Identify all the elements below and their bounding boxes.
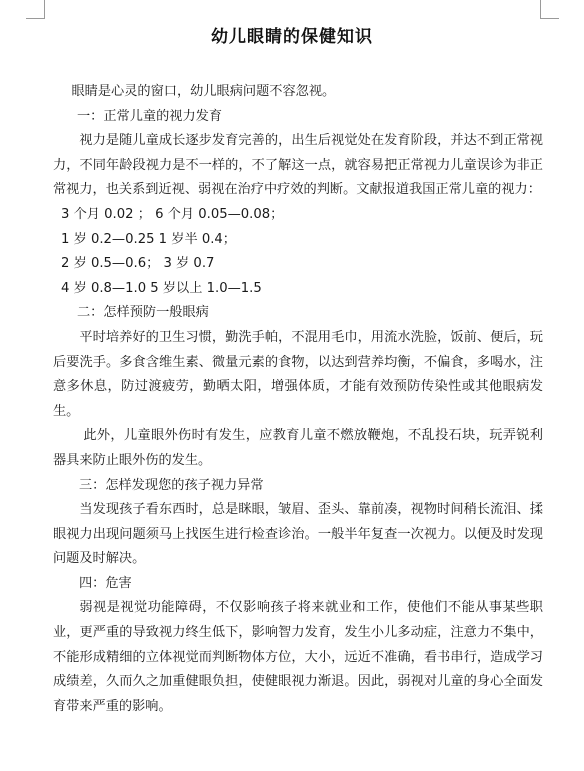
document-title: 幼儿眼睛的保健知识 <box>211 27 373 47</box>
section-2-paragraph-2: 此外，儿童眼外伤时有发生，应教育儿童不燃放鞭炮，不乱投石块，玩弄锐利器具来防止眼外伤的发生。 <box>53 428 543 468</box>
section-3-paragraph-1: 当发现孩子看东西时，总是眯眼，皱眉、歪头、靠前凑，视物时间稍长流泪、揉眼视力出现问题须马上找医生进行检查诊治。一般半年复查一次视力。以便及时发现问题及时解决。 <box>53 502 543 567</box>
vision-list <box>53 203 543 301</box>
section-2-paragraph-1: 平时培养好的卫生习惯，勤洗手帕，不混用毛巾，用流水洗脸，饭前、便后，玩后要洗手。多食含维生素、微量元素的食物，以达到营养均衡，不偏食，多喝水，注意多休息，防过渡疲劳，勤晒太阳，增强体质，才能有效预防传染性或其他眼病发生。 <box>53 329 543 419</box>
document-body <box>53 80 543 719</box>
vision-line-1: 3 个月 0.02 ； 6 个月 0.05—0.08； <box>61 206 284 222</box>
section-heading-3: 三：怎样发现您的孩子视力异常 <box>79 477 264 493</box>
section-4-paragraph-1: 弱视是视觉功能障碍，不仅影响孩子将来就业和工作，使他们不能从事某些职业，更严重的导致视力终生低下，影响智力发育，发生小儿多动症，注意力不集中，不能形成精细的立体视觉而判断物体方位，大小，远近不准确，看书串行，造成学习成绩差，久而久之加重健眼负担，使健眼视力渐退。因此，弱视对儿童的身心全面发育带来严重的影响。 <box>53 600 543 714</box>
section-heading-4: 四：危害 <box>79 575 132 591</box>
section-heading-1: 一：正常儿童的视力发育 <box>77 108 223 124</box>
page-corner-mark-right <box>540 0 559 19</box>
vision-line-2: 1 岁 0.2—0.25 1 岁半 0.4； <box>61 231 236 247</box>
vision-line-4: 4 岁 0.8—1.0 5 岁以上 1.0—1.5 <box>61 280 262 296</box>
section-1-paragraph-1: 视力是随儿童成长逐步发育完善的，出生后视觉处在发育阶段，并达不到正常视力，不同年龄段视力是不一样的，不了解这一点，就容易把正常视力儿童误诊为非正常视力，也关系到近视、弱视在治疗中疗效的判断。文献报道我国正常儿童的视力： <box>53 133 543 198</box>
section-heading-2: 二：怎样预防一般眼病 <box>77 305 209 321</box>
vision-line-3: 2 岁 0.5—0.6； 3 岁 0.7 <box>61 256 215 272</box>
intro-paragraph: 眼睛是心灵的窗口，幼儿眼病问题不容忽视。 <box>71 84 336 99</box>
page-corner-mark-left <box>26 0 45 19</box>
